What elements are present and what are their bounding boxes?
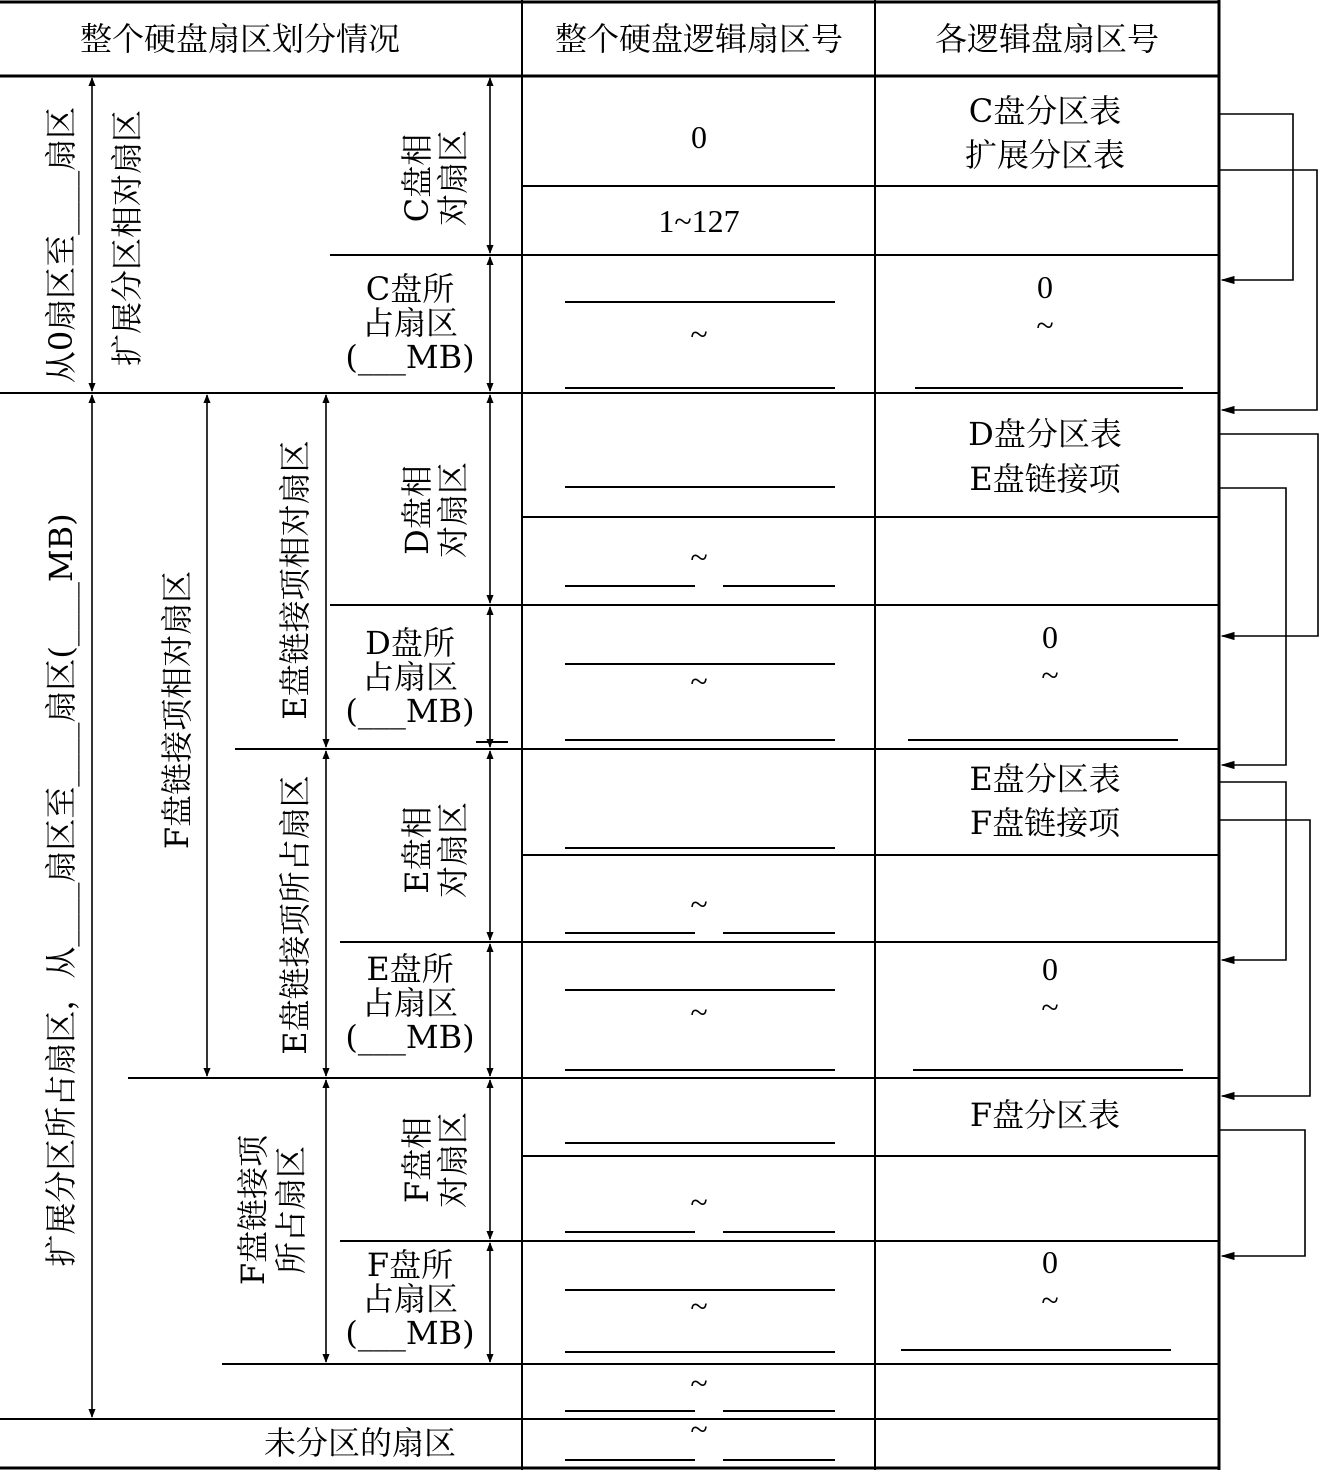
c-occ-label-2: 占扇区 (361, 304, 459, 342)
header-col3: 各逻辑盘扇区号 (934, 20, 1160, 58)
f-occ-label-3: (___MB) (345, 1314, 475, 1352)
drive-f-table: F盘分区表 (969, 1096, 1121, 1134)
drive-c-zero: 0 (1037, 269, 1053, 305)
drive-f-link: F盘链接项 (969, 804, 1121, 842)
span-label-f-link-occ-2: 所占扇区 (272, 1145, 310, 1275)
span-label-c-total: 从0扇区至____扇区 (42, 106, 80, 384)
f-occ-label-2: 占扇区 (361, 1280, 459, 1318)
span-label-e-link-occ: E盘链接项所占扇区 (276, 775, 314, 1055)
c-occ-label-1: C盘所 (365, 270, 455, 308)
link-arrow-f-table (1220, 1130, 1305, 1256)
logical-tilde: ~ (690, 1365, 708, 1401)
d-rel-label-2: 对扇区 (434, 461, 472, 559)
link-arrow-e-table (1220, 782, 1286, 960)
c-rel-label-2: 对扇区 (434, 129, 472, 227)
drive-e-zero: 0 (1042, 951, 1058, 987)
logical-tilde: ~ (690, 994, 708, 1030)
span-label-e-link-rel: E盘链接项相对扇区 (276, 440, 314, 720)
drive-e-table: E盘分区表 (969, 760, 1121, 798)
e-occ-label-2: 占扇区 (361, 984, 459, 1022)
c-occ-label-3: (___MB) (345, 338, 475, 376)
d-occ-label-1: D盘所 (365, 624, 455, 662)
span-label-f-link-occ-1: F盘链接项 (234, 1134, 272, 1286)
drive-d-table: D盘分区表 (968, 415, 1122, 453)
drive-c-tilde: ~ (1036, 307, 1054, 343)
link-arrow-ext-table (1220, 170, 1317, 410)
link-arrow-d-table (1220, 434, 1318, 636)
span-label-c-ext-rel: 扩展分区相对扇区 (108, 109, 146, 367)
e-rel-label-1: E盘相 (398, 806, 436, 894)
drive-f-tilde: ~ (1041, 1282, 1059, 1318)
e-rel-label-2: 对扇区 (434, 801, 472, 899)
header-col2: 整个硬盘逻辑扇区号 (554, 20, 844, 58)
drive-ext-table: 扩展分区表 (964, 136, 1126, 174)
drive-e-link: E盘链接项 (969, 460, 1121, 498)
d-occ-label-3: (___MB) (345, 692, 475, 730)
logical-tilde: ~ (690, 663, 708, 699)
unpartitioned-label: 未分区的扇区 (263, 1424, 457, 1462)
logical-blanks (565, 302, 835, 1460)
drive-c-table: C盘分区表 (968, 92, 1122, 130)
header-col1: 整个硬盘扇区划分情况 (79, 20, 401, 58)
e-occ-label-3: (___MB) (345, 1018, 475, 1056)
logical-tildes (690, 316, 707, 1447)
d-rel-label-1: D盘相 (398, 465, 436, 555)
logical-tilde: ~ (690, 1184, 708, 1220)
link-arrows (1220, 114, 1318, 1256)
f-rel-label-2: 对扇区 (434, 1111, 472, 1209)
logical-range-1-127: 1~127 (658, 203, 740, 239)
drive-e-tilde: ~ (1041, 989, 1059, 1025)
logical-tilde: ~ (690, 316, 708, 352)
logical-tilde: ~ (690, 539, 708, 575)
drive-f-zero: 0 (1042, 1244, 1058, 1280)
span-label-ext-total: 扩展分区所占扇区，从____扇区至____扇区(____MB) (42, 513, 80, 1267)
span-label-f-link-rel: F盘链接项相对扇区 (158, 570, 196, 850)
logical-tilde: ~ (690, 1288, 708, 1324)
drive-d-zero: 0 (1042, 619, 1058, 655)
logical-zero: 0 (691, 119, 707, 155)
c-rel-label-1: C盘相 (398, 133, 436, 223)
link-arrow-f-link (1220, 820, 1310, 1096)
link-arrow-e-link (1220, 488, 1286, 765)
d-occ-label-2: 占扇区 (361, 658, 459, 696)
drive-d-tilde: ~ (1041, 657, 1059, 693)
drive-blanks (901, 388, 1183, 1350)
f-occ-label-1: F盘所 (366, 1246, 454, 1284)
f-rel-label-1: F盘相 (398, 1116, 436, 1204)
logical-tilde: ~ (690, 1411, 708, 1447)
logical-tilde: ~ (690, 886, 708, 922)
e-occ-label-1: E盘所 (366, 950, 454, 988)
link-arrow-c-table (1220, 114, 1293, 280)
